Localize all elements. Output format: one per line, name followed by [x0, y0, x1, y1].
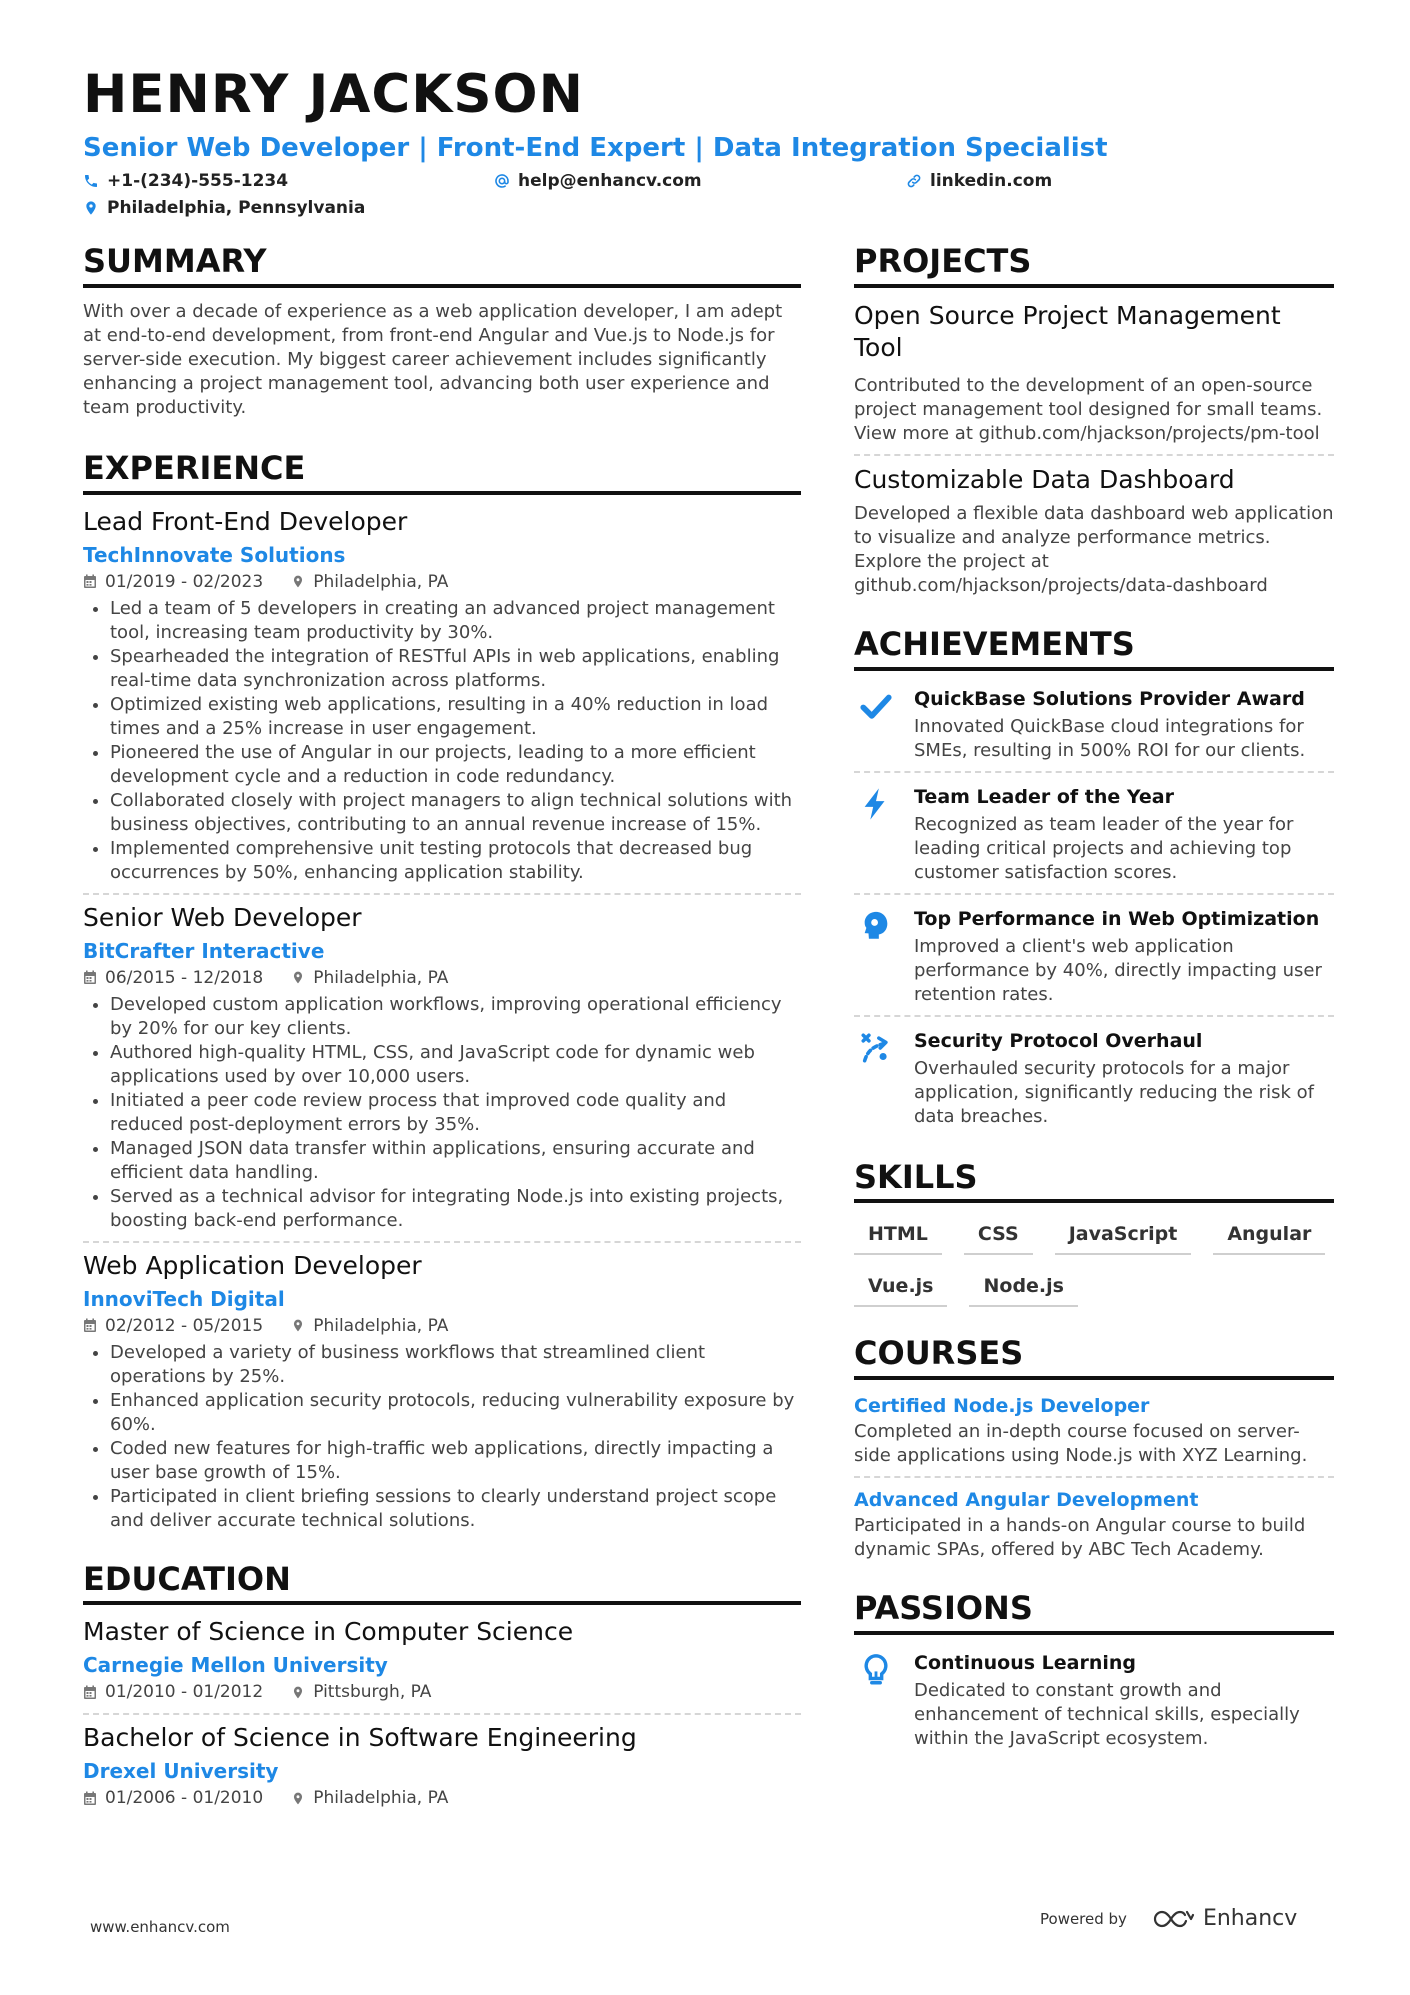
education-meta: [83, 1679, 801, 1705]
course-title: Advanced Angular Development: [854, 1489, 1199, 1512]
bullet-item: • Led a team of 5 developers in creating an advanced project management tool, increasing team productivity by 30%.: [110, 597, 801, 645]
school-location: [291, 1785, 448, 1811]
achievement-entry: [854, 1025, 1334, 1129]
phone-text[interactable]: +1-(234)-555-1234: [107, 171, 289, 191]
job-title: Lead Front-End Developer: [83, 506, 408, 536]
skill-tag: HTML: [854, 1219, 942, 1255]
achievement-body: [914, 781, 1334, 885]
project-entry: [854, 300, 1334, 446]
projects-section: [854, 243, 1334, 598]
passion-text: Dedicated to constant growth and enhancement of technical skills, especially within the JavaScript ecosystem.: [914, 1679, 1300, 1749]
school-name: Drexel University: [83, 1759, 279, 1784]
divider: [83, 893, 801, 895]
degree-title: Master of Science in Computer Science: [83, 1617, 574, 1647]
school-location: [291, 1679, 431, 1705]
bullet-item: • Spearheaded the integration of RESTful APIs in web applications, enabling real-time data synchronization across platforms.: [110, 645, 801, 693]
calendar-icon: [83, 574, 97, 589]
job-location: [291, 569, 448, 595]
company-name: TechInnovate Solutions: [83, 542, 346, 567]
achievement-icon-wrap: [854, 1025, 898, 1129]
achievement-entry: [854, 683, 1334, 763]
course-title: Certified Node.js Developer: [854, 1395, 1150, 1418]
job-entry: [83, 507, 801, 885]
calendar-icon: [83, 970, 97, 985]
bullet-item: • Developed custom application workflows, improving operational efficiency by 20% for our key clients.: [110, 993, 801, 1041]
achievement-body: [914, 1025, 1334, 1129]
achievement-icon-wrap: [854, 781, 898, 885]
contact-phone: [83, 171, 288, 191]
summary-heading: SUMMARY: [83, 243, 801, 288]
location-text: Pittsburgh, PA: [313, 1682, 432, 1703]
achievement-icon-wrap: [854, 903, 898, 1007]
checkmark-icon: [859, 689, 893, 723]
skill-tag: Vue.js: [854, 1271, 947, 1307]
location-text: Philadelphia, PA: [313, 571, 449, 592]
project-text: Contributed to the development of an open-source project management tool designed for small teams. View more at github.com/hjackson/projects/pm-tool: [854, 374, 1323, 444]
skill-tag: JavaScript: [1055, 1219, 1192, 1255]
at-icon: [494, 173, 510, 189]
passion-body: [914, 1647, 1334, 1751]
job-location: [291, 1313, 448, 1339]
contact-linkedin: [906, 171, 1052, 191]
bullet-item: • Developed a variety of business workflows that streamlined client operations by 25%.: [110, 1341, 801, 1389]
education-entry: [83, 1617, 801, 1705]
achievement-text: Recognized as team leader of the year for leading critical projects and achieving top customer satisfaction scores.: [914, 813, 1294, 883]
bullet-item: • Coded new features for high-traffic web applications, directly impacting a user base growth of 15%.: [110, 1437, 801, 1485]
course-entry: [854, 1392, 1334, 1468]
experience-section: [83, 450, 801, 1533]
lightning-icon: [859, 787, 893, 821]
course-text: Completed an in-depth course focused on server-side applications using Node.js with XYZ Learning.: [854, 1421, 1308, 1467]
achievements-heading: ACHIEVEMENTS: [854, 626, 1334, 671]
linkedin-text[interactable]: linkedin.com: [930, 171, 1053, 191]
bullet-item: • Participated in client briefing sessions to clearly understand project scope and deliver accurate technical solutions.: [110, 1485, 801, 1533]
company-name: InnoviTech Digital: [83, 1286, 285, 1311]
date-range: [83, 1313, 263, 1339]
divider: [854, 1015, 1334, 1017]
education-entry: [83, 1723, 801, 1811]
head-icon: [859, 909, 893, 943]
course-text: Participated in a hands-on Angular course to build dynamic SPAs, offered by ABC Tech Academy.: [854, 1515, 1306, 1561]
candidate-name: HENRY JACKSON: [83, 64, 584, 125]
location-pin-icon: [291, 1318, 305, 1333]
bullet-item: • Managed JSON data transfer within applications, ensuring accurate and efficient data handling.: [110, 1137, 801, 1185]
achievement-title: Team Leader of the Year: [914, 785, 1174, 808]
brand-logo[interactable]: [1151, 1906, 1297, 1931]
date-range: [83, 569, 263, 595]
education-section: [83, 1561, 801, 1812]
skill-tag: CSS: [964, 1219, 1033, 1255]
location-text: Philadelphia, Pennsylvania: [107, 198, 366, 218]
date-text: 06/2015 - 12/2018: [105, 967, 264, 988]
degree-title: Bachelor of Science in Software Engineering: [83, 1723, 637, 1753]
powered-by-text: Powered by: [1040, 1909, 1127, 1928]
calendar-icon: [83, 1685, 97, 1700]
achievement-icon-wrap: [854, 683, 898, 763]
project-title: Open Source Project Management Tool: [854, 300, 1281, 362]
location-pin-icon: [83, 200, 99, 216]
left-column: [83, 243, 801, 1811]
divider: [83, 1241, 801, 1243]
job-entry: [83, 1251, 801, 1533]
bullet-item: • Initiated a peer code review process that improved code quality and reduced post-deployment errors by 35%.: [110, 1089, 801, 1137]
divider: [83, 1713, 801, 1715]
school-name: Carnegie Mellon University: [83, 1653, 388, 1678]
passion-icon-wrap: [854, 1647, 898, 1751]
headline: Senior Web Developer | Front-End Expert | Data Integration Specialist: [83, 133, 1108, 163]
project-text: Developed a flexible data dashboard web application to visualize and analyze performance metrics. Explore the project at github.com/hjackson/projects/data-dashboard: [854, 502, 1334, 596]
location-text: Philadelphia, PA: [313, 967, 449, 988]
brand-name: Enhancv: [1202, 1906, 1298, 1931]
courses-section: [854, 1335, 1334, 1562]
link-icon: [906, 173, 922, 189]
passion-entry: [854, 1647, 1334, 1751]
footer-website[interactable]: www.enhancv.com: [90, 1918, 230, 1936]
date-text: 01/2019 - 02/2023: [105, 571, 264, 592]
job-title: Web Application Developer: [83, 1250, 422, 1280]
date-text: 01/2010 - 01/2012: [105, 1682, 264, 1703]
right-column: [854, 243, 1334, 1751]
date-range: [83, 1679, 263, 1705]
date-range: [83, 1785, 263, 1811]
achievement-text: Overhauled security protocols for a major application, significantly reducing the risk of data breaches.: [914, 1057, 1314, 1127]
date-text: 02/2012 - 05/2015: [105, 1315, 264, 1336]
skill-tag: Node.js: [969, 1271, 1077, 1307]
location-text: Philadelphia, PA: [313, 1788, 449, 1809]
location-pin-icon: [291, 970, 305, 985]
achievement-title: Top Performance in Web Optimization: [914, 907, 1320, 930]
passions-heading: PASSIONS: [854, 1590, 1334, 1635]
location-pin-icon: [291, 1685, 305, 1700]
job-location: [291, 965, 448, 991]
divider: [854, 771, 1334, 773]
company-name: BitCrafter Interactive: [83, 938, 325, 963]
passion-title: Continuous Learning: [914, 1651, 1137, 1674]
skills-heading: SKILLS: [854, 1159, 1334, 1204]
achievement-entry: [854, 781, 1334, 885]
project-entry: [854, 464, 1334, 598]
email-text[interactable]: help@enhancv.com: [518, 171, 702, 191]
location-text: Philadelphia, PA: [313, 1315, 449, 1336]
bullet-item: • Collaborated closely with project managers to align technical solutions with business objectives, contributing to an annual revenue increase of 15%.: [110, 789, 801, 837]
achievement-title: QuickBase Solutions Provider Award: [914, 687, 1305, 710]
bullet-item: • Optimized existing web applications, resulting in a 40% reduction in load times and a 25% increase in user engagement.: [110, 693, 801, 741]
bullet-item: • Authored high-quality HTML, CSS, and JavaScript code for dynamic web applications used by over 10,000 users.: [110, 1041, 801, 1089]
achievement-text: Improved a client's web application performance by 40%, directly impacting user retention rates.: [914, 935, 1322, 1005]
date-range: [83, 965, 263, 991]
calendar-icon: [83, 1318, 97, 1333]
achievement-text: Innovated QuickBase cloud integrations for SMEs, resulting in 500% ROI for our clients.: [914, 715, 1306, 761]
job-meta: [83, 965, 801, 991]
job-entry: [83, 903, 801, 1233]
job-bullets: [83, 1341, 801, 1533]
education-heading: EDUCATION: [83, 1561, 801, 1606]
project-title: Customizable Data Dashboard: [854, 464, 1235, 494]
footer-branding: [1040, 1906, 1297, 1931]
skill-tag: Angular: [1213, 1219, 1325, 1255]
calendar-icon: [83, 1791, 97, 1806]
divider: [854, 454, 1334, 456]
job-meta: [83, 569, 801, 595]
education-meta: [83, 1785, 801, 1811]
date-text: 01/2006 - 01/2010: [105, 1788, 264, 1809]
projects-heading: PROJECTS: [854, 243, 1334, 288]
strategy-icon: [859, 1031, 893, 1065]
course-entry: [854, 1486, 1334, 1562]
bullet-item: • Implemented comprehensive unit testing protocols that decreased bug occurrences by 50%, enhancing application stability.: [110, 837, 801, 885]
location-pin-icon: [291, 574, 305, 589]
contact-location: [83, 198, 365, 218]
job-meta: [83, 1313, 801, 1339]
bullet-item: • Served as a technical advisor for integrating Node.js into existing projects, boosting back-end performance.: [110, 1185, 801, 1233]
courses-heading: COURSES: [854, 1335, 1334, 1380]
enhancv-logo-icon: [1151, 1908, 1195, 1930]
bullet-item: • Pioneered the use of Angular in our projects, leading to a more efficient development cycle and a reduction in code redundancy.: [110, 741, 801, 789]
location-pin-icon: [291, 1791, 305, 1806]
skills-section: [854, 1159, 1334, 1308]
achievement-body: [914, 683, 1334, 763]
job-bullets: [83, 993, 801, 1233]
phone-icon: [83, 173, 99, 189]
skills-list: [854, 1215, 1334, 1307]
summary-text: With over a decade of experience as a web application developer, I am adept at end-to-end development, from front-end Angular and Vue.js to Node.js for server-side execution. My biggest career achievement includes significantly enhancing a project management tool, advancing both user experience and team productivity.: [83, 300, 783, 418]
bullet-item: • Enhanced application security protocols, reducing vulnerability exposure by 60%.: [110, 1389, 801, 1437]
divider: [854, 1476, 1334, 1478]
achievements-section: [854, 626, 1334, 1129]
achievement-entry: [854, 903, 1334, 1007]
achievement-title: Security Protocol Overhaul: [914, 1029, 1203, 1052]
job-bullets: [83, 597, 801, 885]
passions-section: [854, 1590, 1334, 1751]
lightbulb-icon: [859, 1653, 893, 1687]
contact-email: [494, 171, 702, 191]
summary-section: [83, 243, 801, 420]
divider: [854, 893, 1334, 895]
experience-heading: EXPERIENCE: [83, 450, 801, 495]
job-title: Senior Web Developer: [83, 902, 362, 932]
achievement-body: [914, 903, 1334, 1007]
